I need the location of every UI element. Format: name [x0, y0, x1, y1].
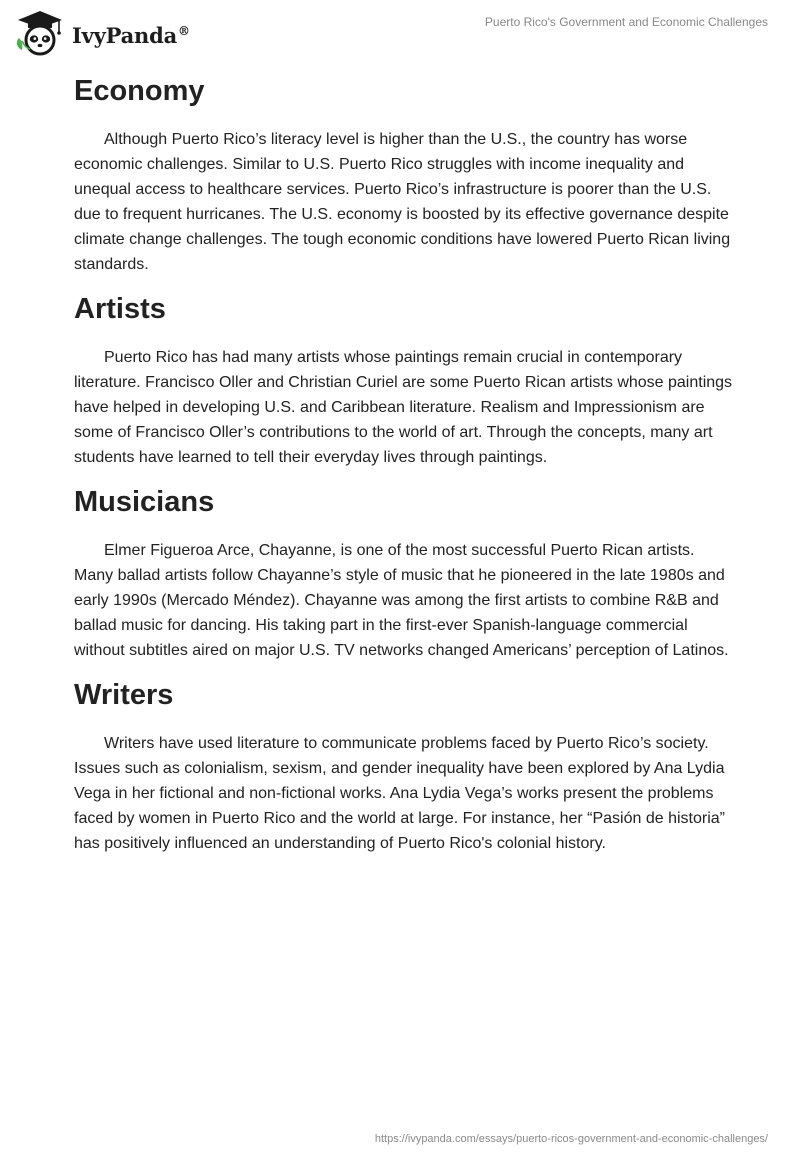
document-title: Puerto Rico's Government and Economic Challenges — [484, 15, 768, 29]
section-paragraph: Puerto Rico has had many artists whose paintings remain crucial in contemporary literature. Francisco Oller and Christian Curiel are some Puerto Rican artists whose paintings have helped in developing U.S. and Caribbean literature. Realism and Impressionism are some of Francisco Oller’s contributions to the world of art. Through the concepts, many art students have learned to tell their everyday lives through paintings. — [74, 349, 733, 466]
section-economy — [74, 72, 734, 277]
section-artists — [74, 290, 734, 470]
essay-body — [74, 72, 734, 869]
section-writers — [74, 676, 734, 856]
section-musicians — [74, 483, 734, 663]
ivypanda-logo[interactable] — [14, 8, 190, 56]
section-paragraph: Elmer Figueroa Arce, Chayanne, is one of the most successful Puerto Rican artists. Many ballad artists follow Chayanne’s style of music that he pioneered in the late 1980s and early 1990s (Mercado Méndez). Chayanne was among the first artists to combine R&B and ballad music for dancing. His taking part in the first-ever Spanish-language commercial without subtitles aired on major U.S. TV networks changed Americans’ perception of Latinos. — [74, 542, 729, 659]
section-heading: Musicians — [74, 486, 215, 518]
page-header — [0, 0, 800, 62]
logo-text: IvyPanda® — [72, 22, 190, 48]
section-paragraph: Writers have used literature to communicate problems faced by Puerto Rico’s society. Issues such as colonialism, sexism, and gender inequality have been explored by Ana Lydia Vega in her fictional and non-fictional works. Ana Lydia Vega’s works present the problems faced by women in Puerto Rico and the world at large. For instance, her “Pasión de historia” has positively influenced an understanding of Puerto Rico's colonial history. — [74, 735, 725, 852]
section-heading: Artists — [74, 293, 166, 325]
source-url[interactable]: https://ivypanda.com/essays/puerto-ricos-government-and-economic-challenges/ — [374, 1133, 768, 1145]
section-heading: Writers — [74, 679, 174, 711]
section-paragraph: Although Puerto Rico’s literacy level is higher than the U.S., the country has worse economic challenges. Similar to U.S. Puerto Rico struggles with income inequality and unequal access to healthcare services. Puerto Rico’s infrastructure is poorer than the U.S. due to frequent hurricanes. The U.S. economy is boosted by its effective governance despite climate change challenges. The tough economic conditions have lowered Puerto Rican living standards. — [74, 131, 731, 273]
section-heading: Economy — [74, 75, 205, 107]
panda-graduation-cap-icon — [14, 8, 66, 56]
